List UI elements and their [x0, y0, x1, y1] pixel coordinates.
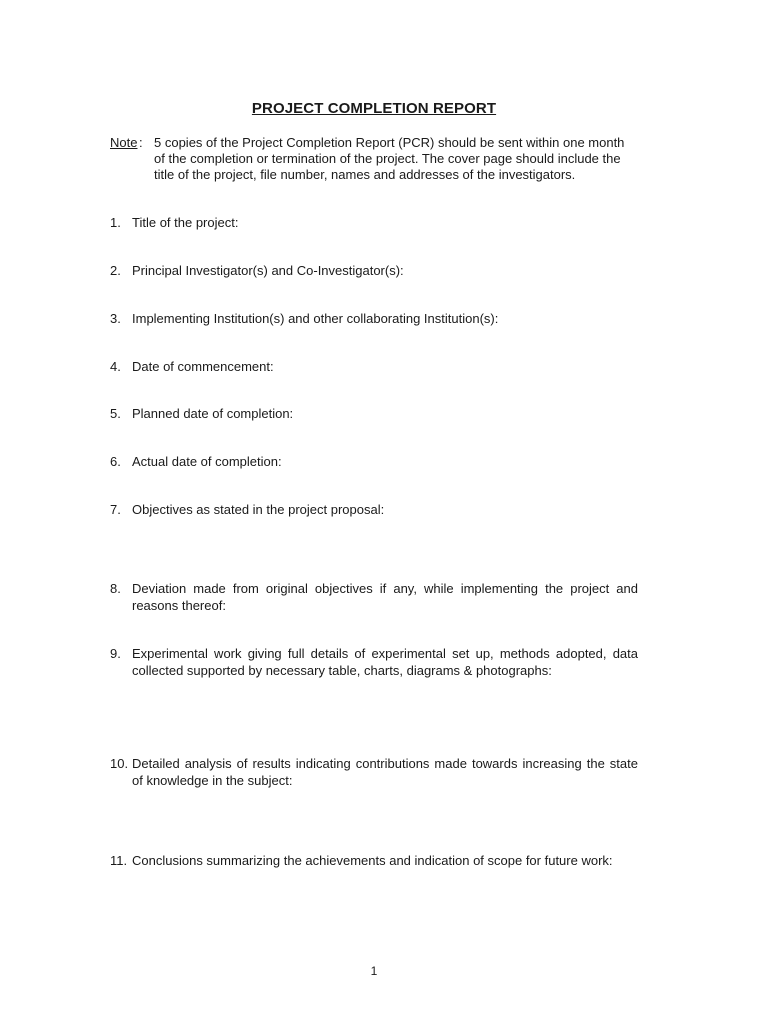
list-item-text: [132, 645, 638, 679]
list-item-number: 3.: [110, 311, 121, 326]
page-number: 1: [370, 964, 378, 978]
list-item-line: Planned date of completion:: [132, 406, 294, 421]
list-item-text: [132, 405, 638, 422]
list-item-number: 4.: [110, 359, 121, 374]
list-item-text: [132, 453, 638, 470]
list-item-line: collected supported by necessary table, charts, diagrams & photographs:: [132, 663, 552, 678]
list-item-number: 10.: [110, 756, 129, 771]
page-title: PROJECT COMPLETION REPORT: [251, 100, 497, 117]
note-line: of the completion or termination of the project. The cover page should include the: [154, 151, 621, 166]
list-item-number: 9.: [110, 646, 121, 661]
list-item-line: Actual date of completion:: [132, 454, 282, 469]
list-item-number: 8.: [110, 581, 121, 596]
note-line: title of the project, file number, names and addresses of the investigators.: [154, 167, 576, 182]
list-item-line: Conclusions summarizing the achievements and indication of scope for future work:: [132, 853, 613, 868]
list-item-line: Implementing Institution(s) and other collaborating Institution(s):: [132, 311, 499, 326]
note-colon: :: [139, 135, 143, 150]
list-item-line: Detailed analysis of results indicating contributions made towards increasing the state: [132, 756, 638, 771]
list-item-line: Deviation made from original objectives if any, while implementing the project and: [132, 581, 638, 596]
note-label: Note: [110, 135, 138, 150]
list-item-line: Principal Investigator(s) and Co-Investigator(s):: [132, 263, 404, 278]
note-body: [154, 135, 640, 183]
note-line: 5 copies of the Project Completion Report (PCR) should be sent within one month: [154, 135, 625, 150]
list-item-line: reasons thereof:: [132, 598, 226, 613]
list-item-text: [132, 580, 638, 614]
list-item-number: 11.: [110, 853, 128, 868]
list-item-text: [132, 262, 638, 279]
list-item-number: 1.: [110, 215, 121, 230]
list-item-number: 2.: [110, 263, 121, 278]
list-item-line: Title of the project:: [132, 215, 239, 230]
list-item-line: Objectives as stated in the project proposal:: [132, 502, 385, 517]
list-item-text: [132, 214, 638, 231]
list-item-number: 7.: [110, 502, 121, 517]
list-item-line: of knowledge in the subject:: [132, 773, 293, 788]
list-item-number: 6.: [110, 454, 121, 469]
list-item-text: [132, 358, 638, 375]
list-item-number: 5.: [110, 406, 121, 421]
list-item-line: Experimental work giving full details of experimental set up, methods adopted, data: [132, 646, 638, 661]
list-item-text: [132, 852, 638, 869]
list-item-text: [132, 310, 638, 327]
list-item-text: [132, 755, 638, 789]
list-item-line: Date of commencement:: [132, 359, 274, 374]
list-item-text: [132, 501, 638, 518]
